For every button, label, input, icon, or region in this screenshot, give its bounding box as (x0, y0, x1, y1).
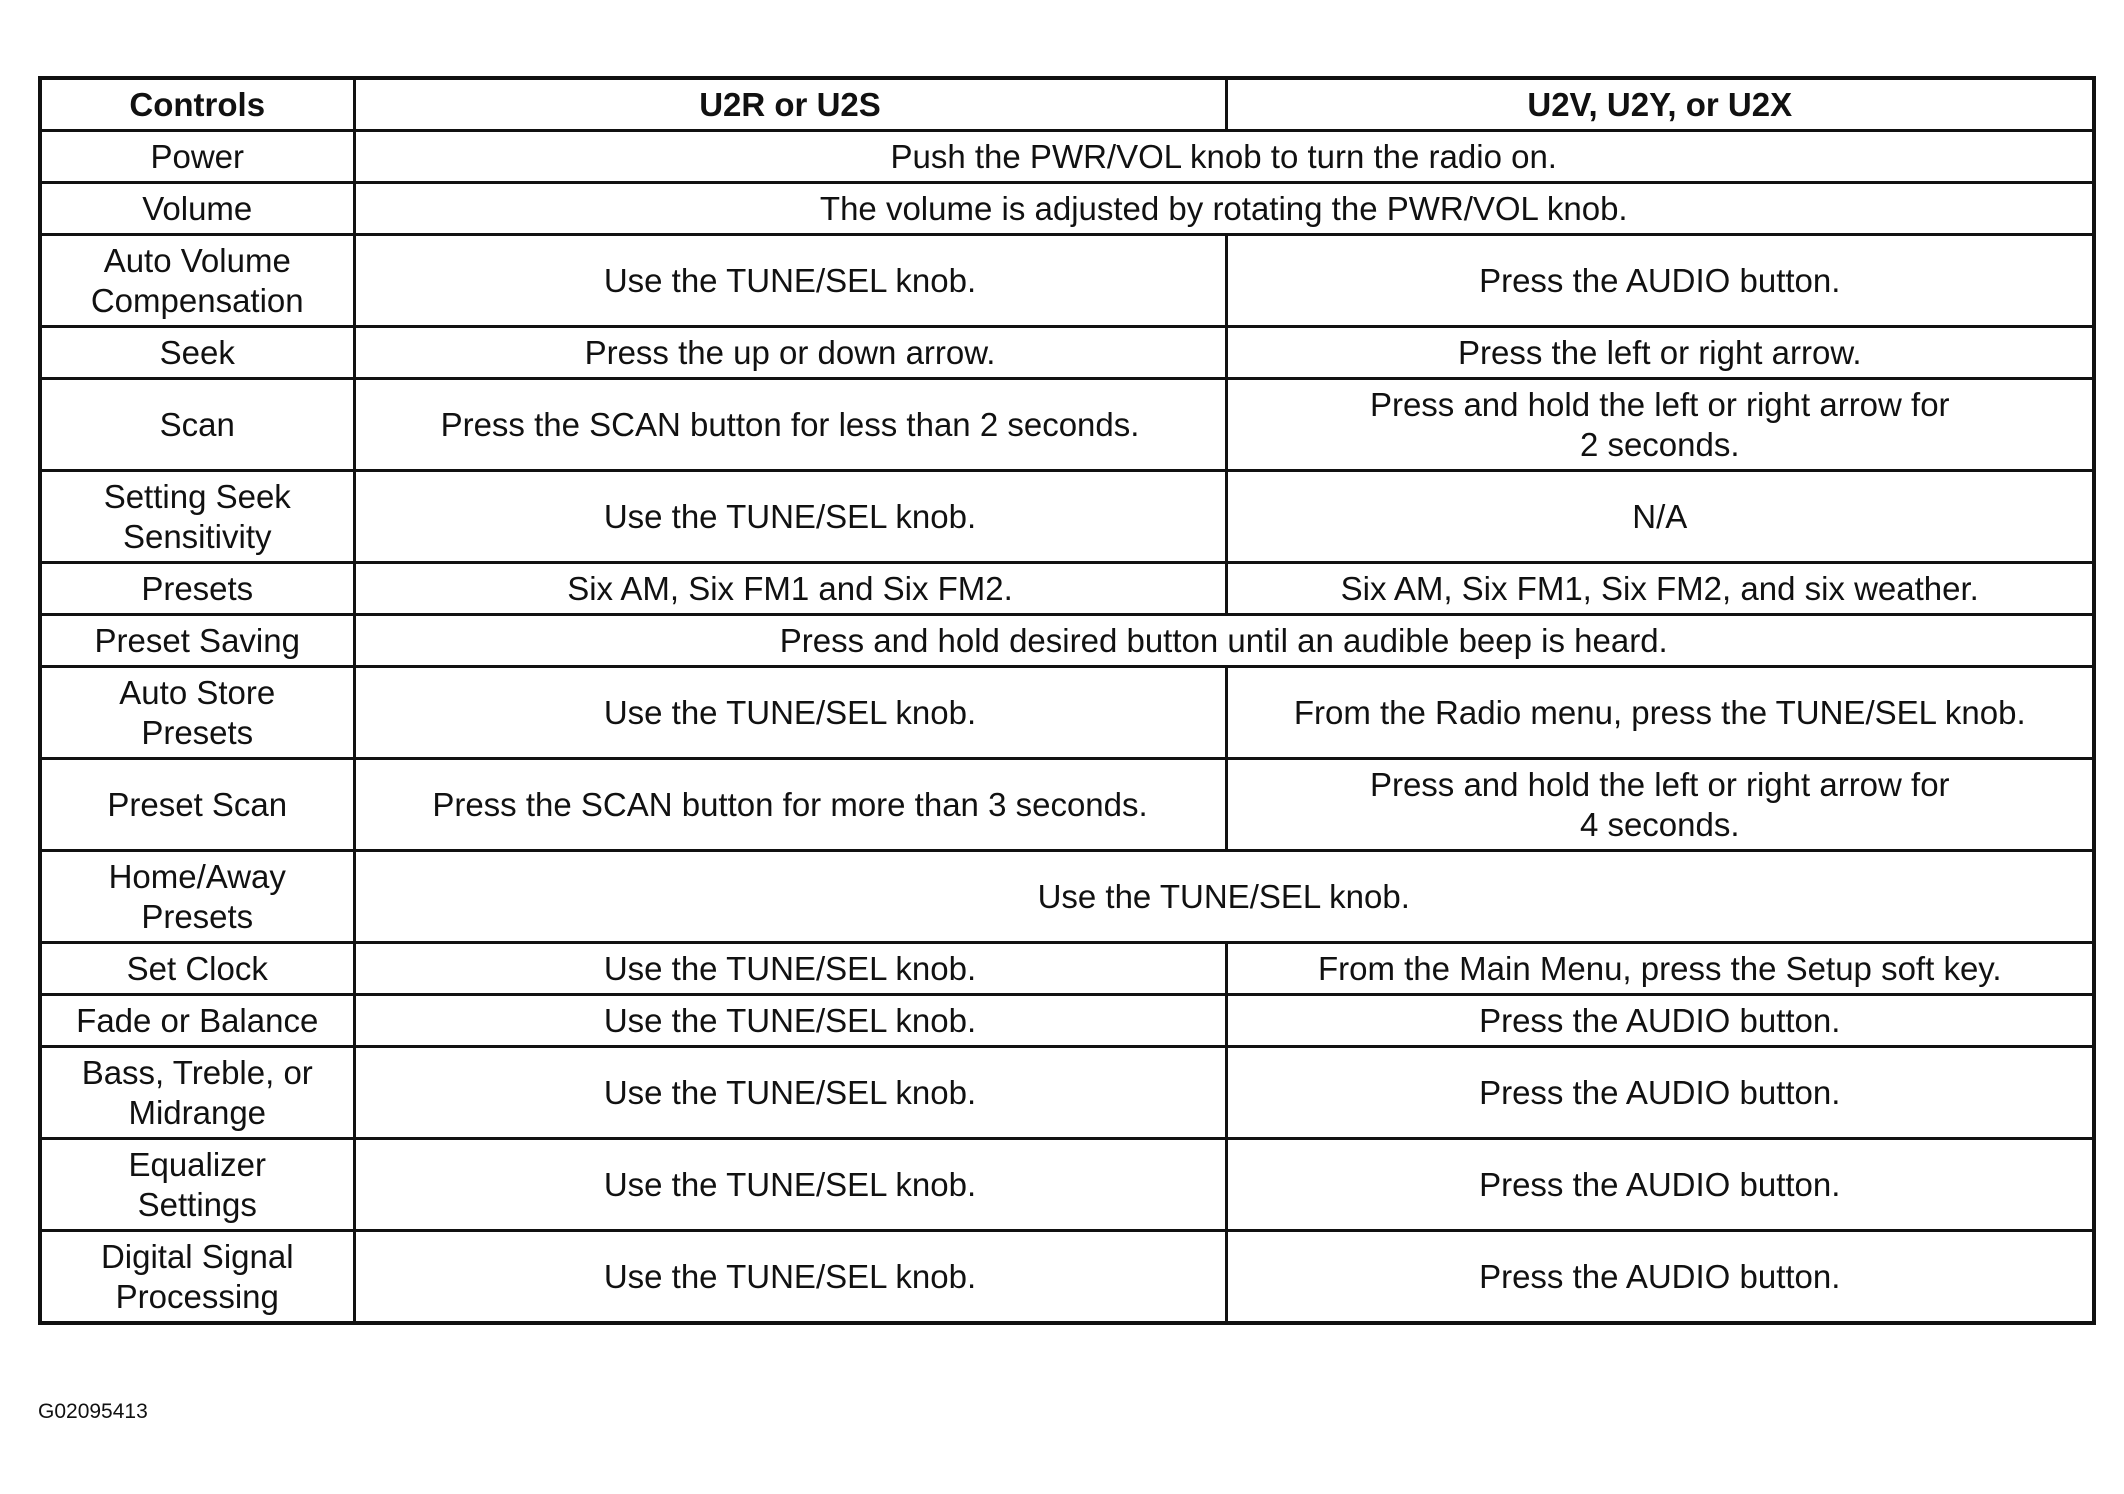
control-cell: Equalizer Settings (40, 1139, 354, 1231)
control-cell: Fade or Balance (40, 995, 354, 1047)
u2v-cell: Press and hold the left or right arrow for 2 seconds. (1226, 379, 2094, 471)
u2v-cell: N/A (1226, 471, 2094, 563)
u2r-cell: Use the TUNE/SEL knob. (354, 1139, 1226, 1231)
table-row (40, 471, 2094, 563)
u2v-cell: Press the AUDIO button. (1226, 995, 2094, 1047)
table-row (40, 379, 2094, 471)
u2r-cell: Press the up or down arrow. (354, 327, 1226, 379)
figure-id: G02095413 (38, 1400, 148, 1423)
control-cell: Setting Seek Sensitivity (40, 471, 354, 563)
table-row (40, 615, 2094, 667)
control-cell: Bass, Treble, or Midrange (40, 1047, 354, 1139)
control-cell: Auto Store Presets (40, 667, 354, 759)
header-controls: Controls (40, 78, 354, 131)
control-cell: Volume (40, 183, 354, 235)
u2v-cell: Press the AUDIO button. (1226, 1139, 2094, 1231)
u2r-cell: Use the TUNE/SEL knob. (354, 1231, 1226, 1324)
u2v-cell: Press the AUDIO button. (1226, 1231, 2094, 1324)
radio-controls-table (38, 76, 2096, 1325)
control-cell: Set Clock (40, 943, 354, 995)
table-row (40, 235, 2094, 327)
merged-cell: Push the PWR/VOL knob to turn the radio on. (354, 131, 2094, 183)
u2r-cell: Six AM, Six FM1 and Six FM2. (354, 563, 1226, 615)
control-cell: Scan (40, 379, 354, 471)
u2r-cell: Press the SCAN button for less than 2 seconds. (354, 379, 1226, 471)
table-row (40, 851, 2094, 943)
header-u2r-u2s: U2R or U2S (354, 78, 1226, 131)
header-row (40, 78, 2094, 131)
u2r-cell: Use the TUNE/SEL knob. (354, 667, 1226, 759)
table-row (40, 995, 2094, 1047)
table-row (40, 183, 2094, 235)
merged-cell: The volume is adjusted by rotating the PWR/VOL knob. (354, 183, 2094, 235)
u2v-cell: Press the left or right arrow. (1226, 327, 2094, 379)
control-cell: Preset Saving (40, 615, 354, 667)
control-cell: Auto Volume Compensation (40, 235, 354, 327)
u2r-cell: Use the TUNE/SEL knob. (354, 1047, 1226, 1139)
table-row (40, 759, 2094, 851)
u2r-cell: Use the TUNE/SEL knob. (354, 471, 1226, 563)
table-row (40, 1139, 2094, 1231)
table-row (40, 327, 2094, 379)
u2r-cell: Use the TUNE/SEL knob. (354, 943, 1226, 995)
u2r-cell: Use the TUNE/SEL knob. (354, 235, 1226, 327)
u2v-cell: Press and hold the left or right arrow for 4 seconds. (1226, 759, 2094, 851)
u2r-cell: Press the SCAN button for more than 3 seconds. (354, 759, 1226, 851)
control-cell: Presets (40, 563, 354, 615)
table-row (40, 667, 2094, 759)
u2v-cell: Press the AUDIO button. (1226, 1047, 2094, 1139)
control-cell: Digital Signal Processing (40, 1231, 354, 1324)
merged-cell: Press and hold desired button until an audible beep is heard. (354, 615, 2094, 667)
control-cell: Seek (40, 327, 354, 379)
merged-cell: Use the TUNE/SEL knob. (354, 851, 2094, 943)
control-cell: Power (40, 131, 354, 183)
table-row (40, 943, 2094, 995)
u2v-cell: Press the AUDIO button. (1226, 235, 2094, 327)
u2r-cell: Use the TUNE/SEL knob. (354, 995, 1226, 1047)
u2v-cell: Six AM, Six FM1, Six FM2, and six weather. (1226, 563, 2094, 615)
control-cell: Preset Scan (40, 759, 354, 851)
table-row (40, 131, 2094, 183)
table-row (40, 1047, 2094, 1139)
table-row (40, 563, 2094, 615)
header-u2v-u2y-u2x: U2V, U2Y, or U2X (1226, 78, 2094, 131)
radio-controls-table-wrap (38, 76, 2092, 1325)
u2v-cell: From the Radio menu, press the TUNE/SEL knob. (1226, 667, 2094, 759)
table-row (40, 1231, 2094, 1324)
u2v-cell: From the Main Menu, press the Setup soft key. (1226, 943, 2094, 995)
control-cell: Home/Away Presets (40, 851, 354, 943)
